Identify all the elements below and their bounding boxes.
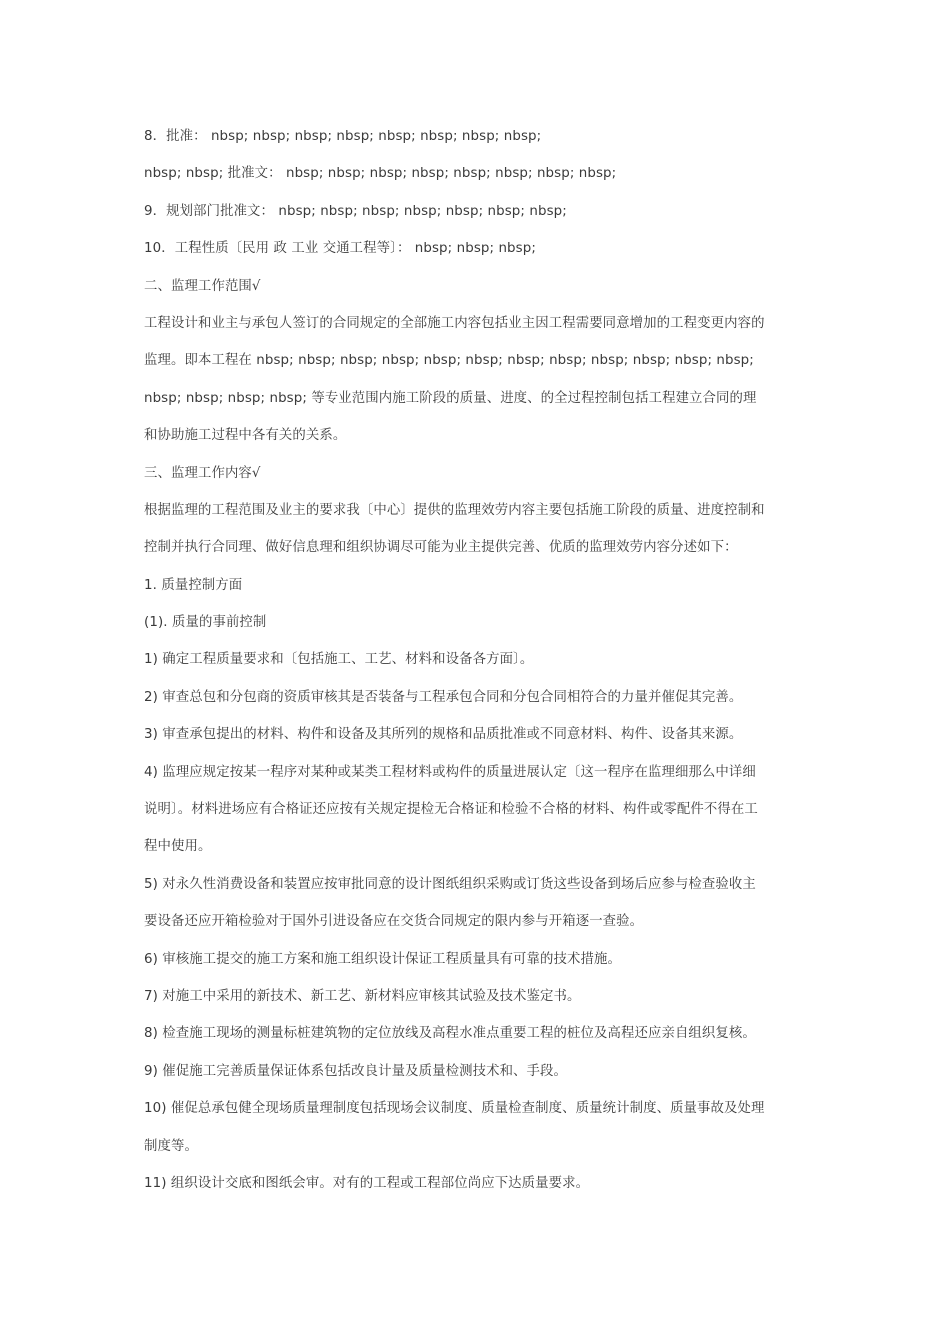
list-item: 6) 审核施工提交的施工方案和施工组织设计保证工程质量具有可靠的技术措施。 [144, 951, 621, 967]
subsection-heading: 1. 质量控制方面 [144, 577, 243, 593]
subsection-heading: (1). 质量的事前控制 [144, 615, 267, 631]
section-heading: 二、监理工作范围√ [144, 278, 261, 294]
list-item: 8) 检查施工现场的测量标桩建筑物的定位放线及高程水准点重要工程的桩位及高程还应亲自组织复核。 [144, 1026, 756, 1042]
list-item: 4) 监理应规定按某一程序对某种或某类工程材料或构件的质量进展认定〔这一程序在监理细那么中详细 [144, 764, 756, 780]
text-line: 9．规划部门批准文： nbsp; nbsp; nbsp; nbsp; nbsp; nbsp; nbsp; [144, 203, 567, 219]
text-line: 说明〕。材料进场应有合格证还应按有关规定提检无合格证和检验不合格的材料、构件或零配件不得在工 [144, 802, 758, 818]
list-item: 7) 对施工中采用的新技术、新工艺、新材料应审核其试验及技术鉴定书。 [144, 988, 581, 1004]
text-line: nbsp; nbsp; 批准文： nbsp; nbsp; nbsp; nbsp; nbsp; nbsp; nbsp; nbsp; [144, 166, 617, 182]
text-line: 工程设计和业主与承包人签订的合同规定的全部施工内容包括业主因工程需要同意增加的工程变更内容的 [144, 315, 765, 331]
list-item: 10) 催促总承包健全现场质量理制度包括现场会议制度、质量检查制度、质量统计制度、质量事故及处理 [144, 1101, 765, 1117]
list-item: 11) 组织设计交底和图纸会审。对有的工程或工程部位尚应下达质量要求。 [144, 1175, 590, 1191]
text-line: 控制并执行合同理、做好信息理和组织协调尽可能为业主提供完善、优质的监理效劳内容分述如下： [144, 540, 738, 556]
document-page [144, 123, 814, 1207]
list-item: 9) 催促施工完善质量保证体系包括改良计量及质量检测技术和、手段。 [144, 1063, 568, 1079]
section-heading: 三、监理工作内容√ [144, 465, 261, 481]
text-line: 要设备还应开箱检验对于国外引进设备应在交货合同规定的限内参与开箱逐一查验。 [144, 914, 644, 930]
text-line: 10．工程性质〔民用 政 工业 交通工程等〕： nbsp; nbsp; nbsp; [144, 241, 536, 257]
text-line: nbsp; nbsp; nbsp; nbsp; 等专业范围内施工阶段的质量、进度、的全过程控制包括工程建立合同的理 [144, 390, 757, 406]
list-item: 5) 对永久性消费设备和装置应按审批同意的设计图纸组织采购或订货这些设备到场后应参与检查验收主 [144, 876, 756, 892]
text-line: 根据监理的工程范围及业主的要求我〔中心〕提供的监理效劳内容主要包括施工阶段的质量、进度控制和 [144, 502, 765, 518]
text-line: 程中使用。 [144, 839, 212, 855]
list-item: 2) 审查总包和分包商的资质审核其是否装备与工程承包合同和分包合同相符合的力量并催促其完善。 [144, 689, 743, 705]
list-item: 1) 确定工程质量要求和〔包括施工、工艺、材料和设备各方面〕。 [144, 652, 534, 668]
list-item: 3) 审查承包提出的材料、构件和设备及其所列的规格和品质批准或不同意材料、构件、设备其来源。 [144, 727, 743, 743]
text-line: 监理。即本工程在 nbsp; nbsp; nbsp; nbsp; nbsp; nbsp; nbsp; nbsp; nbsp; nbsp; nbsp; nbsp; [144, 353, 754, 369]
text-line: 和协助施工过程中各有关的关系。 [144, 428, 347, 444]
text-line: 制度等。 [144, 1138, 198, 1154]
text-line: 8．批准： nbsp; nbsp; nbsp; nbsp; nbsp; nbsp; nbsp; nbsp; [144, 129, 542, 144]
